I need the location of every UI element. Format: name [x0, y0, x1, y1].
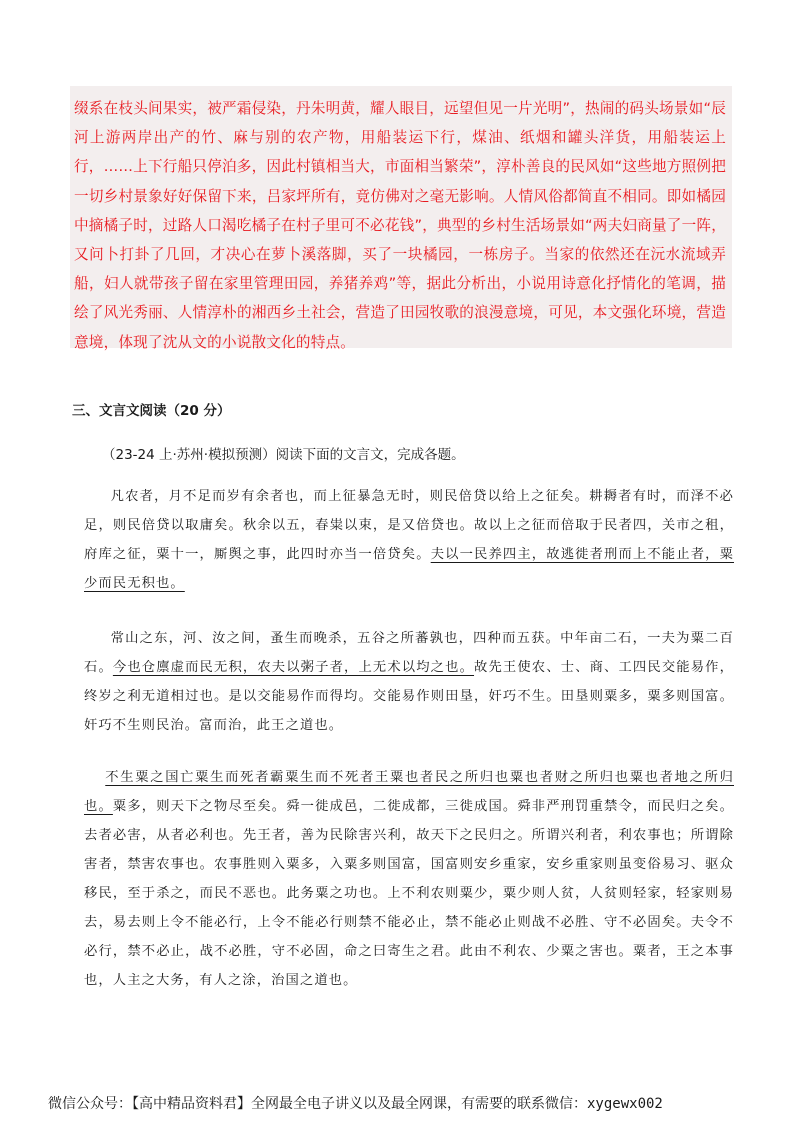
underlined-sentence-3: 不生粟之国亡粟生而死者霸粟生而不死者王粟也者民之所归也粟也者财之所归也粟也者地之所归也。: [84, 770, 734, 814]
underlined-sentence-1: 夫以一民养四主，故逃徙者刑而上不能止者，粟少而民无积也。: [84, 547, 734, 591]
passage-paragraph-3: [84, 763, 734, 995]
question-source: （23-24 上·苏州·模拟预测）阅读下面的文言文，完成各题。: [102, 447, 465, 463]
underlined-sentence-2: 今也仓廪虚而民无积，农夫以粥子者，上无术以均之也。: [112, 660, 475, 675]
answer-analysis-text: 缀系在枝头间果实，被严霜侵染，丹朱明黄，耀人眼目，远望但见一片光明”，热闹的码头场景如“辰河上游两岸出产的竹、麻与别的农产物，用船装运下行，煤油、纸烟和罐头洋货，用船装运上行，……上下行船只停泊多，因此村镇相当大，市面相当繁荣”，淳朴善良的民风如“这些地方照例把一切乡村景象好好保留下来，吕家坪所有，竟仿佛对之毫无影响。人情风俗都简直不相同。即如橘园中摘橘子时，过路人口渴吃橘子在村子里可不必花钱”，典型的乡村生活场景如“两夫妇商量了一阵，又问卜打卦了几回，才决心在萝卜溪落脚，买了一块橘园，一栋房子。当家的依然还在沅水流域弄船，妇人就带孩子留在家里管理田园，养猪养鸡”等，据此分析出，小说用诗意化抒情化的笔调，描绘了风光秀丽、人情淳朴的湘西乡土社会，营造了田园牧歌的浪漫意境，可见，本文强化环境，营造意境，体现了沈从文的小说散文化的特点。: [74, 100, 726, 351]
passage-text: 故先王使农、士、商、工四民交能易作，终岁之利无道相过也。是以交能易作而得均。交能易作则田垦，奸巧不生。田垦则粟多，粟多则国富。奸巧不生则民治。富而治，此王之道也。: [84, 660, 734, 733]
footer-contact: [48, 1093, 663, 1113]
footer-text: 微信公众号：【高中精品资料君】全网最全电子讲义以及最全网课，有需要的联系微信：: [48, 1096, 587, 1112]
passage-text: 粟多，则天下之物尽至矣。舜一徙成邑，二徙成都，三徙成国。舜非严刑罚重禁令，而民归之矣。去者必害，从者必利也。先王者，善为民除害兴利，故天下之民归之。所谓兴利者，利农事也；所谓除害者，禁害农事也。农事胜则入粟多，入粟多则国富，国富则安乡重家，安乡重家则虽变俗易习、驱众移民，至于杀之，而民不恶也。此务粟之功也。上不利农则粟少，粟少则人贫，人贫则轻家，轻家则易去，易去则上令不能必行，上令不能必行则禁不能必止，禁不能必止则战不必胜、守不必固矣。夫令不必行，禁不必止，战不必胜，守不必固，命之曰寄生之君。此由不利农、少粟之害也。粟者，王之本事也，人主之大务，有人之涂，治国之道也。: [84, 799, 734, 988]
passage-text: 凡农者，月不足而岁有余者也，而上征暴急无时，则民倍贷以给上之征矣。耕耨者有时，而泽不必足，则民倍贷以取庸矣。秋余以五，春粜以束，是又倍贷也。故以上之征而倍取于民者四，关市之租，府库之征，粟十一，厮舆之事，此四时亦当一倍贷矣。: [84, 489, 734, 562]
section-title: 三、文言文阅读（20 分）: [72, 403, 231, 419]
footer-wechat-id: xygewx002: [587, 1096, 663, 1112]
passage-text: 常山之东，河、汝之间，蚤生而晚杀，五谷之所蕃孰也，四种而五获。中年亩二石，一夫为粟二百石。: [84, 631, 734, 675]
passage-paragraph-1: [84, 482, 734, 598]
answer-analysis-box: [70, 86, 732, 351]
passage-paragraph-2: [84, 624, 734, 740]
